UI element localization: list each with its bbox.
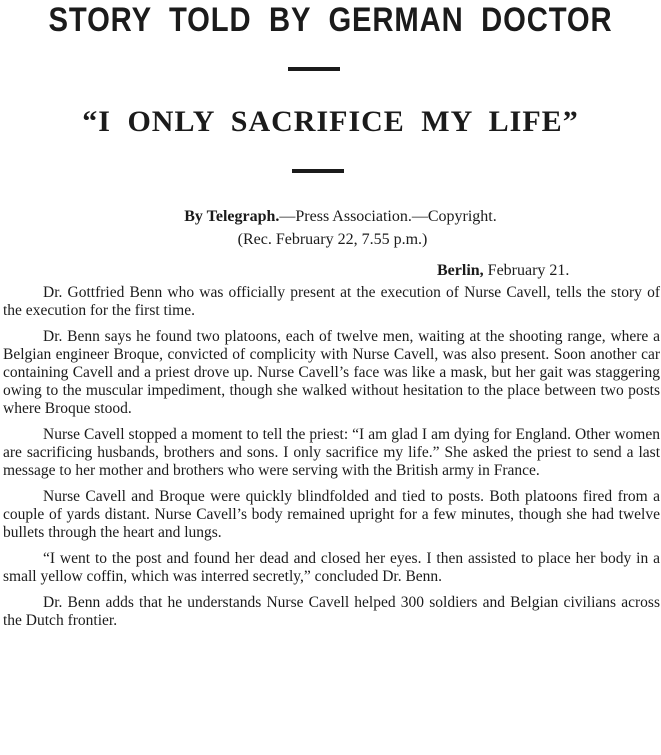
paragraph: Nurse Cavell and Broque were quickly blindfolded and tied to posts. Both platoons fired from a couple of yards distant. Nurse Cavell’s body remained upright for a few minutes, though she had twelve bullets through the heart and lungs.	[3, 488, 660, 541]
paragraph: Dr. Gottfried Benn who was officially present at the execution of Nurse Cavell, tells the story of the execution for the first time.	[3, 284, 660, 319]
byline-prefix: By Telegraph.	[184, 208, 280, 225]
dateline-place: Berlin,	[437, 262, 484, 279]
paragraph: Dr. Benn adds that he understands Nurse Cavell helped 300 soldiers and Belgian civilians across the Dutch frontier.	[3, 594, 660, 629]
headline: STORY TOLD BY GERMAN DOCTOR	[48, 1, 613, 39]
byline	[10, 207, 661, 227]
dateline-date: February 21.	[487, 262, 570, 279]
paragraph: Dr. Benn says he found two platoons, each of twelve men, waiting at the shooting range, where a Belgian engineer Broque, convicted of complicity with Nurse Cavell, was also present. Soon another car containing Cavell and a priest drove up. Nurse Cavell’s face was like a mask, but her gait was staggering owing to the muscular impediment, though she walked without hesitation to the place between two posts where Broque stood.	[3, 328, 660, 417]
dateline	[437, 261, 569, 281]
subheadline: “I ONLY SACRIFICE MY LIFE”	[82, 105, 579, 138]
subheadline-divider	[292, 169, 344, 173]
byline-rest: —Press Association.—Copyright.	[279, 208, 497, 225]
paragraph: Nurse Cavell stopped a moment to tell the priest: “I am glad I am dying for England. Other women are sacrificing husbands, brothers and sons. I only sacrifice my life.” She asked the priest to send a last message to her mother and brothers who were serving with the British army in France.	[3, 426, 660, 479]
article-body	[3, 284, 660, 638]
received-time: (Rec. February 22, 7.55 p.m.)	[237, 231, 428, 248]
headline-divider	[288, 67, 340, 71]
paragraph: “I went to the post and found her dead and closed her eyes. I then assisted to place her body in a small yellow coffin, which was interred secretly,” concluded Dr. Benn.	[3, 550, 660, 585]
